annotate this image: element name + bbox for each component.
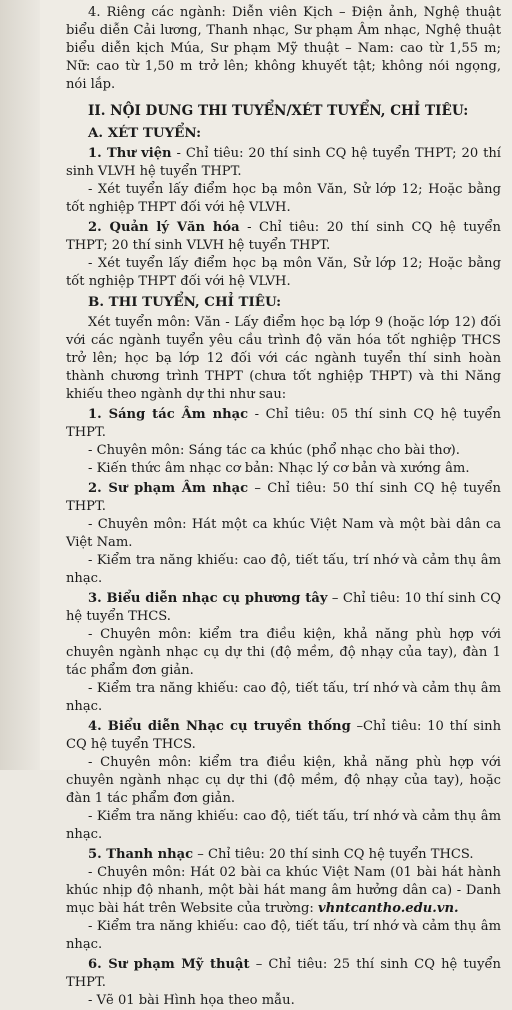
- website-link: vhntcantho.edu.vn.: [317, 901, 459, 916]
- b3-line-1: - Chuyên môn: kiểm tra điều kiện, khả năng phù hợp với chuyên ngành nhạc cụ dự thi (độ mềm, độ nhạy của tay), đàn 1 tác phẩm đơn giản.: [66, 627, 501, 678]
- b4-line-2: - Kiểm tra năng khiếu: cao độ, tiết tấu, trí nhớ và cảm thụ âm nhạc.: [66, 809, 501, 842]
- b6-title: 6. Sư phạm Mỹ thuật: [88, 957, 250, 972]
- b1-quota: 1. Sáng tác Âm nhạc - Chỉ tiêu: 05 thí sinh CQ hệ tuyển THPT.: [66, 407, 501, 440]
- b6-line-1: - Vẽ 01 bài Hình họa theo mẫu.: [88, 993, 295, 1008]
- b1-line-1: - Chuyên môn: Sáng tác ca khúc (phổ nhạc cho bài thơ).: [88, 443, 460, 458]
- b4-line-1: - Chuyên môn: kiểm tra điều kiện, khả năng phù hợp với chuyên ngành nhạc cụ dự thi (độ mềm, độ nhạy của tay), hoặc đàn 1 tác phẩm đơn giản.: [66, 755, 501, 806]
- a1-title: 1. Thư viện: [88, 146, 172, 161]
- a2-title: 2. Quản lý Văn hóa: [88, 220, 240, 235]
- b4-quota: 4. Biểu diễn Nhạc cụ truyền thống –Chỉ tiêu: 10 thí sinh CQ hệ tuyển THCS.: [66, 719, 502, 752]
- b2-quota: 2. Sư phạm Âm nhạc – Chỉ tiêu: 50 thí sinh CQ hệ tuyển THPT.: [66, 481, 501, 514]
- b2-line-2: - Kiểm tra năng khiếu: cao độ, tiết tấu, trí nhớ và cảm thụ âm nhạc.: [66, 553, 501, 586]
- a1-quota: 1. Thư viện - Chỉ tiêu: 20 thí sinh CQ hệ tuyển THPT; 20 thí sinh VLVH hệ tuyển THPT.: [66, 146, 501, 179]
- b5-quota: 5. Thanh nhạc – Chỉ tiêu: 20 thí sinh CQ hệ tuyển THCS.: [88, 847, 474, 862]
- a1-detail: - Xét tuyển lấy điểm học bạ môn Văn, Sử lớp 12; Hoặc bằng tốt nghiệp THPT đối với hệ VLVH.: [66, 182, 501, 215]
- b4-title: 4. Biểu diễn Nhạc cụ truyền thống: [88, 719, 351, 734]
- b3-line-2: - Kiểm tra năng khiếu: cao độ, tiết tấu, trí nhớ và cảm thụ âm nhạc.: [66, 681, 501, 714]
- b-intro: Xét tuyển môn: Văn - Lấy điểm học bạ lớp 9 (hoặc lớp 12) đối với các ngành tuyển yêu cầu trình độ văn hóa tốt nghiệp THCS trở lên; học bạ lớp 12 đối với các ngành tuyển thí sinh hoàn thành chương trình THPT (chưa tốt nghiệp THPT) và thi Năng khiếu theo ngành dự thi như sau:: [66, 315, 501, 402]
- a2-detail: - Xét tuyển lấy điểm học bạ môn Văn, Sử lớp 12; Hoặc bằng tốt nghiệp THPT đối với hệ VLVH.: [66, 256, 501, 289]
- b6-quota: 6. Sư phạm Mỹ thuật – Chỉ tiêu: 25 thí sinh CQ hệ tuyển THPT.: [66, 957, 501, 990]
- b1-title: 1. Sáng tác Âm nhạc: [88, 407, 249, 422]
- b3-quota: 3. Biểu diễn nhạc cụ phương tây – Chỉ tiêu: 10 thí sinh CQ hệ tuyển THCS.: [66, 591, 502, 624]
- b5-title: 5. Thanh nhạc: [88, 847, 194, 862]
- b5-line-1: - Chuyên môn: Hát 02 bài ca khúc Việt Nam (01 bài hát hành khúc nhịp độ nhanh, một bài hát mang âm hưởng dân ca) - Danh mục bài hát trên Website của trường: vhntcantho.edu.vn.: [66, 865, 501, 916]
- b2-title: 2. Sư phạm Âm nhạc: [88, 481, 249, 496]
- b2-line-1: - Chuyên môn: Hát một ca khúc Việt Nam và một bài dân ca Việt Nam.: [66, 517, 501, 550]
- a2-quota: 2. Quản lý Văn hóa - Chỉ tiêu: 20 thí sinh CQ hệ tuyển THPT; 20 thí sinh VLVH hệ tuyển THPT.: [66, 220, 501, 253]
- b1-line-2: - Kiến thức âm nhạc cơ bản: Nhạc lý cơ bản và xướng âm.: [88, 461, 470, 476]
- paragraph-special-majors: 4. Riêng các ngành: Diễn viên Kịch – Điện ảnh, Nghệ thuật biểu diễn Cải lương, Thanh nhạc, Sư phạm Âm nhạc, Nghệ thuật biểu diễn kịch Múa, Sư phạm Mỹ thuật – Nam: cao từ 1,55 m; Nữ: cao từ 1,50 m trở lên; không khuyết tật; không nói ngọng, nói lắp.: [66, 5, 501, 92]
- section-heading-2: II. NỘI DUNG THI TUYỂN/XÉT TUYỂN, CHỈ TIÊU:: [88, 103, 469, 119]
- b3-title: 3. Biểu diễn nhạc cụ phương tây: [88, 591, 328, 606]
- part-a-heading: A. XÉT TUYỂN:: [88, 125, 202, 141]
- part-b-heading: B. THI TUYỂN, CHỈ TIÊU:: [88, 294, 282, 310]
- b5-line-2: - Kiểm tra năng khiếu: cao độ, tiết tấu, trí nhớ và cảm thụ âm nhạc.: [66, 919, 501, 952]
